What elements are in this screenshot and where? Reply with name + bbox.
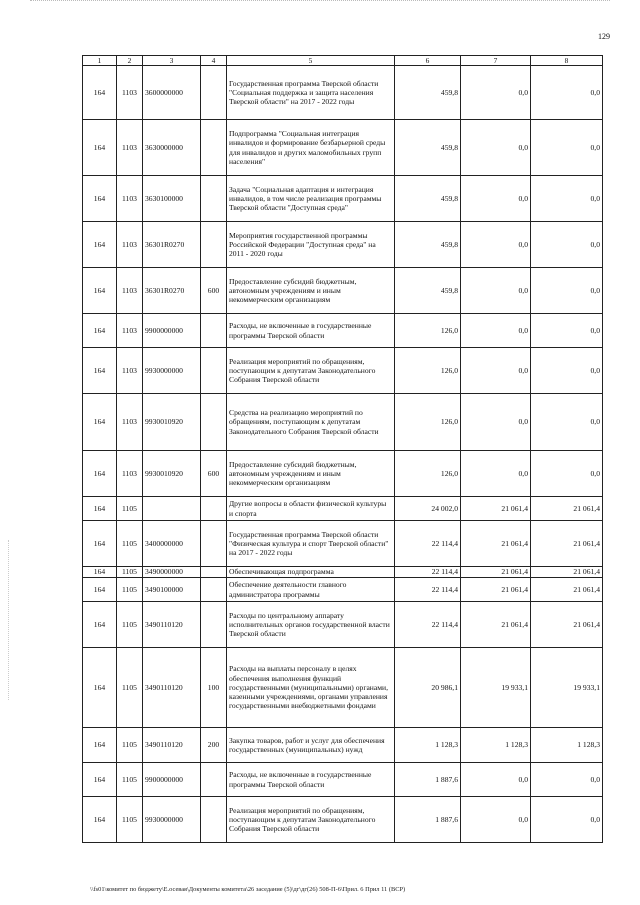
cell-section: 1105 xyxy=(117,763,143,797)
cell-admin: 164 xyxy=(83,394,117,451)
cell-admin: 164 xyxy=(83,176,117,222)
cell-value-2020: 459,8 xyxy=(395,176,461,222)
cell-code: 36301R0270 xyxy=(143,222,201,268)
cell-admin: 164 xyxy=(83,763,117,797)
cell-admin: 164 xyxy=(83,314,117,348)
cell-type xyxy=(201,348,227,394)
cell-name: Подпрограмма "Социальная интеграция инвалидов и формирование безбарьерной среды для инвалидов и других маломобильных групп населения" xyxy=(227,120,395,176)
cell-admin: 164 xyxy=(83,268,117,314)
cell-type xyxy=(201,394,227,451)
cell-type xyxy=(201,120,227,176)
cell-admin: 164 xyxy=(83,222,117,268)
table-row xyxy=(83,120,603,176)
cell-value-2021: 0,0 xyxy=(461,763,531,797)
cell-code: 3490000000 xyxy=(143,567,201,578)
cell-code: 3490110120 xyxy=(143,648,201,728)
col-header-2: 2 xyxy=(117,56,143,66)
cell-admin: 164 xyxy=(83,567,117,578)
col-header-8: 8 xyxy=(531,56,603,66)
cell-value-2022: 0,0 xyxy=(531,348,603,394)
cell-code: 3490110120 xyxy=(143,602,201,648)
cell-value-2021: 21 061,4 xyxy=(461,497,531,521)
cell-value-2022: 19 933,1 xyxy=(531,648,603,728)
cell-value-2020: 126,0 xyxy=(395,348,461,394)
cell-value-2021: 21 061,4 xyxy=(461,567,531,578)
cell-section: 1105 xyxy=(117,497,143,521)
cell-code: 3490100000 xyxy=(143,578,201,602)
scan-artifact xyxy=(30,0,610,7)
cell-code: 3630100000 xyxy=(143,176,201,222)
cell-value-2022: 21 061,4 xyxy=(531,567,603,578)
cell-value-2022: 21 061,4 xyxy=(531,521,603,567)
cell-type: 600 xyxy=(201,451,227,497)
cell-value-2020: 459,8 xyxy=(395,120,461,176)
table-row xyxy=(83,222,603,268)
table-row xyxy=(83,602,603,648)
cell-value-2021: 0,0 xyxy=(461,797,531,843)
cell-value-2021: 0,0 xyxy=(461,268,531,314)
cell-type xyxy=(201,521,227,567)
cell-section: 1103 xyxy=(117,451,143,497)
cell-value-2021: 19 933,1 xyxy=(461,648,531,728)
cell-code: 9900000000 xyxy=(143,314,201,348)
cell-name: Задача "Социальная адаптация и интеграция инвалидов, в том числе реализация программы Тверской области "Доступная среда" xyxy=(227,176,395,222)
cell-value-2022: 0,0 xyxy=(531,314,603,348)
cell-name: Государственная программа Тверской области "Социальная поддержка и защита населения Тверской области" на 2017 - 2022 годы xyxy=(227,66,395,120)
cell-code: 3490110120 xyxy=(143,728,201,763)
cell-value-2022: 21 061,4 xyxy=(531,602,603,648)
col-header-3: 3 xyxy=(143,56,201,66)
cell-value-2020: 459,8 xyxy=(395,268,461,314)
cell-value-2020: 1 887,6 xyxy=(395,763,461,797)
cell-value-2022: 0,0 xyxy=(531,120,603,176)
cell-name: Государственная программа Тверской области "Физическая культура и спорт Тверской области" на 2017 - 2022 годы xyxy=(227,521,395,567)
cell-value-2020: 24 002,0 xyxy=(395,497,461,521)
cell-admin: 164 xyxy=(83,66,117,120)
cell-value-2020: 20 986,1 xyxy=(395,648,461,728)
cell-value-2021: 0,0 xyxy=(461,120,531,176)
cell-value-2021: 0,0 xyxy=(461,314,531,348)
cell-name: Расходы по центральному аппарату исполнительных органов государственной власти Тверской области xyxy=(227,602,395,648)
cell-section: 1105 xyxy=(117,648,143,728)
table-row xyxy=(83,728,603,763)
cell-value-2021: 21 061,4 xyxy=(461,602,531,648)
cell-section: 1105 xyxy=(117,567,143,578)
cell-type xyxy=(201,567,227,578)
cell-section: 1103 xyxy=(117,314,143,348)
cell-name: Закупка товаров, работ и услуг для обеспечения государственных (муниципальных) нужд xyxy=(227,728,395,763)
cell-type xyxy=(201,578,227,602)
cell-value-2021: 0,0 xyxy=(461,348,531,394)
table-row xyxy=(83,797,603,843)
cell-code: 9930000000 xyxy=(143,797,201,843)
table-row xyxy=(83,176,603,222)
table-row xyxy=(83,314,603,348)
cell-name: Обеспечивающая подпрограмма xyxy=(227,567,395,578)
cell-section: 1105 xyxy=(117,728,143,763)
cell-type xyxy=(201,66,227,120)
table-row xyxy=(83,66,603,120)
cell-value-2021: 0,0 xyxy=(461,222,531,268)
cell-type xyxy=(201,176,227,222)
cell-value-2021: 1 128,3 xyxy=(461,728,531,763)
cell-value-2022: 21 061,4 xyxy=(531,497,603,521)
cell-code: 9900000000 xyxy=(143,763,201,797)
cell-value-2020: 22 114,4 xyxy=(395,567,461,578)
cell-value-2021: 0,0 xyxy=(461,176,531,222)
cell-admin: 164 xyxy=(83,797,117,843)
cell-value-2022: 0,0 xyxy=(531,222,603,268)
cell-value-2021: 0,0 xyxy=(461,66,531,120)
cell-admin: 164 xyxy=(83,521,117,567)
cell-name: Обеспечение деятельности главного администратора программы xyxy=(227,578,395,602)
cell-value-2020: 126,0 xyxy=(395,394,461,451)
cell-section: 1105 xyxy=(117,521,143,567)
cell-type: 100 xyxy=(201,648,227,728)
col-header-7: 7 xyxy=(461,56,531,66)
cell-admin: 164 xyxy=(83,348,117,394)
cell-type xyxy=(201,763,227,797)
header-row xyxy=(83,56,603,66)
cell-admin: 164 xyxy=(83,120,117,176)
table-row xyxy=(83,578,603,602)
budget-table xyxy=(82,55,603,843)
table-row xyxy=(83,451,603,497)
cell-admin: 164 xyxy=(83,648,117,728)
table-row xyxy=(83,521,603,567)
cell-value-2020: 1 887,6 xyxy=(395,797,461,843)
table-row xyxy=(83,648,603,728)
cell-type: 200 xyxy=(201,728,227,763)
table-row xyxy=(83,763,603,797)
cell-value-2021: 21 061,4 xyxy=(461,521,531,567)
cell-value-2021: 0,0 xyxy=(461,394,531,451)
cell-code: 9930010920 xyxy=(143,394,201,451)
cell-admin: 164 xyxy=(83,497,117,521)
cell-admin: 164 xyxy=(83,602,117,648)
cell-admin: 164 xyxy=(83,451,117,497)
table-row xyxy=(83,567,603,578)
cell-type xyxy=(201,497,227,521)
cell-name: Предоставление субсидий бюджетным, автономным учреждениям и иным некоммерческим организациям xyxy=(227,451,395,497)
table-row xyxy=(83,497,603,521)
cell-section: 1105 xyxy=(117,602,143,648)
cell-value-2022: 1 128,3 xyxy=(531,728,603,763)
cell-section: 1103 xyxy=(117,268,143,314)
cell-type xyxy=(201,797,227,843)
cell-value-2022: 21 061,4 xyxy=(531,578,603,602)
cell-section: 1105 xyxy=(117,578,143,602)
col-header-5: 5 xyxy=(227,56,395,66)
cell-code: 36301R0270 xyxy=(143,268,201,314)
cell-name: Реализация мероприятий по обращениям, поступающим к депутатам Законодательного Собрания Тверской области xyxy=(227,797,395,843)
cell-value-2020: 22 114,4 xyxy=(395,521,461,567)
cell-type xyxy=(201,314,227,348)
cell-value-2020: 459,8 xyxy=(395,66,461,120)
table-row xyxy=(83,394,603,451)
col-header-6: 6 xyxy=(395,56,461,66)
cell-section: 1103 xyxy=(117,222,143,268)
cell-value-2022: 0,0 xyxy=(531,66,603,120)
cell-name: Расходы, не включенные в государственные программы Тверской области xyxy=(227,763,395,797)
cell-value-2022: 0,0 xyxy=(531,797,603,843)
cell-name: Предоставление субсидий бюджетным, автономным учреждениям и иным некоммерческим организациям xyxy=(227,268,395,314)
cell-admin: 164 xyxy=(83,728,117,763)
cell-code: 3600000000 xyxy=(143,66,201,120)
cell-value-2020: 459,8 xyxy=(395,222,461,268)
cell-section: 1105 xyxy=(117,797,143,843)
cell-admin: 164 xyxy=(83,578,117,602)
cell-value-2022: 0,0 xyxy=(531,268,603,314)
cell-type xyxy=(201,602,227,648)
scan-margin-marks xyxy=(8,540,10,700)
cell-name: Реализация мероприятий по обращениям, поступающим к депутатам Законодательного Собрания Тверской области xyxy=(227,348,395,394)
cell-value-2022: 0,0 xyxy=(531,394,603,451)
cell-value-2022: 0,0 xyxy=(531,451,603,497)
cell-code: 9930000000 xyxy=(143,348,201,394)
cell-type: 600 xyxy=(201,268,227,314)
cell-name: Другие вопросы в области физической культуры и спорта xyxy=(227,497,395,521)
cell-value-2021: 0,0 xyxy=(461,451,531,497)
cell-name: Средства на реализацию мероприятий по обращениям, поступающим к депутатам Законодательного Собрания Тверской области xyxy=(227,394,395,451)
cell-code: 9930010920 xyxy=(143,451,201,497)
cell-code xyxy=(143,497,201,521)
cell-name: Расходы на выплаты персоналу в целях обеспечения выполнения функций государственными (муниципальными) органами, казенными учреждениями, органами управления государственными внебюджетными фондами xyxy=(227,648,395,728)
cell-value-2022: 0,0 xyxy=(531,763,603,797)
cell-name: Мероприятия государственной программы Российской Федерации "Доступная среда" на 2011 - 2020 годы xyxy=(227,222,395,268)
cell-name: Расходы, не включенные в государственные программы Тверской области xyxy=(227,314,395,348)
cell-section: 1103 xyxy=(117,120,143,176)
cell-value-2020: 126,0 xyxy=(395,314,461,348)
cell-value-2020: 126,0 xyxy=(395,451,461,497)
cell-value-2020: 22 114,4 xyxy=(395,578,461,602)
cell-code: 3400000000 xyxy=(143,521,201,567)
cell-value-2020: 1 128,3 xyxy=(395,728,461,763)
file-path-footer: \\fs01\комитет по бюджету\Е.осевая\Документы комитета\26 заседание (5)\дг\дг(26) 508-П-6\Прил. 6 Прил 11 (ВСР) xyxy=(90,886,406,893)
cell-value-2022: 0,0 xyxy=(531,176,603,222)
cell-value-2021: 21 061,4 xyxy=(461,578,531,602)
cell-value-2020: 22 114,4 xyxy=(395,602,461,648)
page-number: 129 xyxy=(598,32,610,41)
cell-section: 1103 xyxy=(117,348,143,394)
cell-type xyxy=(201,222,227,268)
col-header-1: 1 xyxy=(83,56,117,66)
cell-section: 1103 xyxy=(117,66,143,120)
cell-code: 3630000000 xyxy=(143,120,201,176)
table-row xyxy=(83,348,603,394)
cell-section: 1103 xyxy=(117,394,143,451)
table-row xyxy=(83,268,603,314)
cell-section: 1103 xyxy=(117,176,143,222)
col-header-4: 4 xyxy=(201,56,227,66)
